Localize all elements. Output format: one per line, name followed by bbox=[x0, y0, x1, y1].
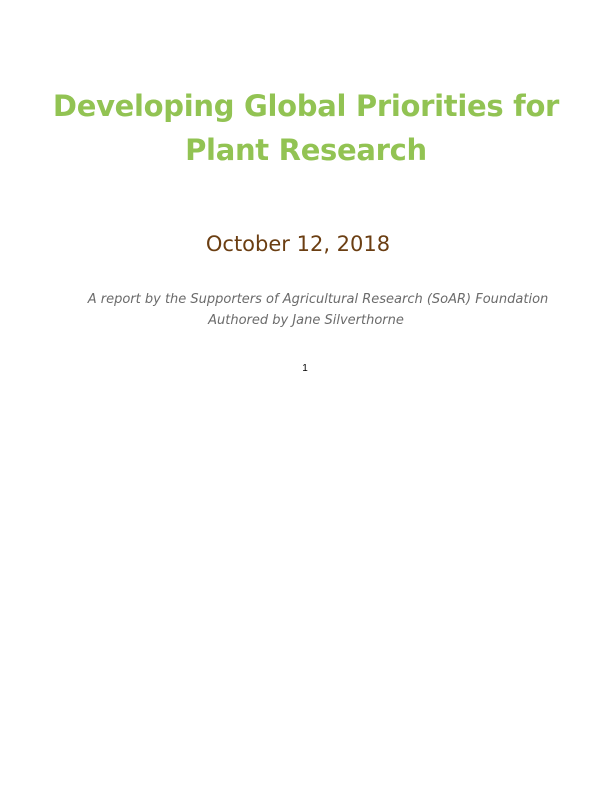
report-attribution: A report by the Supporters of Agricultural Research (SoAR) Foundation bbox=[87, 292, 549, 307]
document-title bbox=[40, 84, 572, 172]
document-title-line-2: Plant Research bbox=[185, 133, 427, 167]
author-line: Authored by Jane Silverthorne bbox=[208, 313, 404, 328]
document-title-line-1: Developing Global Priorities for bbox=[52, 89, 560, 123]
page-number: 1 bbox=[302, 363, 308, 374]
document-date: October 12, 2018 bbox=[205, 232, 391, 256]
